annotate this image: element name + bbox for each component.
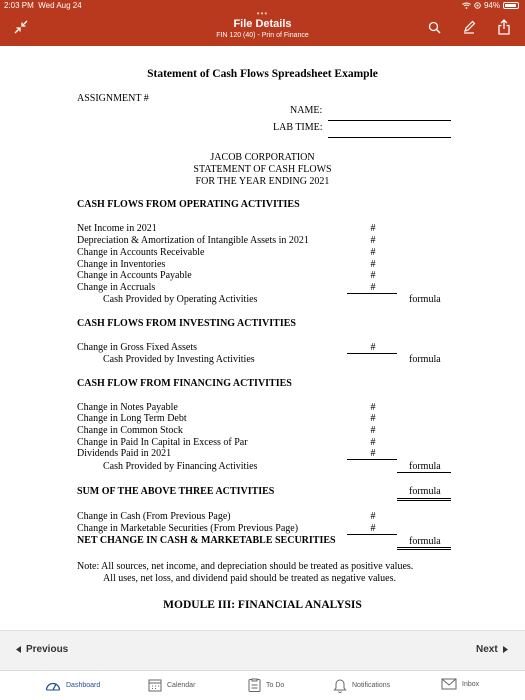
next-label: Next [476,644,498,655]
subtotal-line [347,534,397,535]
financing-item: Change in Long Term Debt [77,413,187,424]
name-label: NAME: [290,105,323,116]
financing-item: Change in Paid In Capital in Excess of Par [77,437,248,448]
operating-item: Depreciation & Amortization of Intangible Assets in 2021 [77,235,309,246]
page-title: File Details [233,18,292,30]
operating-item: Change in Inventories [77,259,166,270]
inbox-icon [441,678,457,690]
multitasking-dots[interactable]: ••• [256,9,269,18]
share-icon[interactable] [495,18,513,36]
tab-dashboard[interactable]: Dashboard [45,678,100,692]
module-heading: MODULE III: FINANCIAL ANALYSIS [163,599,362,611]
value-placeholder: # [370,342,376,353]
location-icon [474,2,481,9]
value-placeholder: # [370,448,376,459]
formula-cell: formula [409,486,441,497]
statement-period: FOR THE YEAR ENDING 2021 [195,176,330,187]
value-placeholder: # [370,402,376,413]
dashboard-icon [45,678,61,692]
operating-item: Change in Accruals [77,282,156,293]
app-header [0,9,525,46]
financing-total-label: Cash Provided by Financing Activities [103,461,258,472]
tab-to-do[interactable]: To Do [248,678,284,692]
battery-icon [503,2,519,9]
financing-item: Dividends Paid in 2021 [77,448,172,459]
caret-left-icon [16,646,21,653]
document-viewer[interactable] [0,46,525,630]
page-navigation [0,630,525,670]
calendar-icon [148,678,162,692]
formula-cell: formula [409,294,441,305]
operating-heading: CASH FLOWS FROM OPERATING ACTIVITIES [77,199,300,210]
formula-cell: formula [409,354,441,365]
value-placeholder: # [370,223,376,234]
double-underline [397,547,451,550]
note-line-1: Note: All sources, net income, and depreciation should be treated as positive values. [77,561,414,572]
tab-inbox[interactable]: Inbox [441,678,479,690]
value-placeholder: # [370,270,376,281]
investing-item: Change in Gross Fixed Assets [77,342,197,353]
pen-icon[interactable] [460,18,478,36]
document-title: Statement of Cash Flows Spreadsheet Example [147,68,378,80]
cash-change-item: Change in Marketable Securities (From Previous Page) [77,523,299,534]
caret-right-icon [503,646,508,653]
value-placeholder: # [370,259,376,270]
value-placeholder: # [370,235,376,246]
name-underline [328,120,451,121]
operating-total-label: Cash Provided by Operating Activities [103,294,258,305]
value-placeholder: # [370,282,376,293]
value-placeholder: # [370,437,376,448]
value-placeholder: # [370,511,376,522]
operating-item: Change in Accounts Payable [77,270,192,281]
next-button[interactable] [476,644,508,655]
tab-bar [0,670,525,700]
note-line-2: All uses, net loss, and dividend paid should be treated as negative values. [103,573,396,584]
tab-notifications[interactable]: Notifications [333,678,390,693]
battery-percent: 94% [483,1,500,10]
value-placeholder: # [370,523,376,534]
operating-item: Net Income in 2021 [77,223,157,234]
status-time: 2:03 PM Wed Aug 24 [4,1,82,10]
todo-icon [248,678,261,692]
value-placeholder: # [370,413,376,424]
previous-button[interactable] [16,644,68,655]
subtotal-line [347,459,397,460]
double-underline [397,498,451,501]
financing-item: Change in Common Stock [77,425,183,436]
search-icon[interactable] [425,18,443,36]
financing-heading: CASH FLOW FROM FINANCING ACTIVITIES [77,378,292,389]
total-underline [397,472,451,473]
assignment-label: ASSIGNMENT # [77,93,149,104]
tab-calendar[interactable]: Calendar [148,678,195,692]
company-name: JACOB CORPORATION [210,152,315,163]
formula-cell: formula [409,536,441,547]
cash-change-item: Change in Cash (From Previous Page) [77,511,231,522]
value-placeholder: # [370,247,376,258]
subtotal-line [347,293,397,294]
lab-time-underline [328,137,451,138]
net-change-label: NET CHANGE IN CASH & MARKETABLE SECURITIES [77,535,336,546]
wifi-icon [462,2,471,9]
course-subtitle: FIN 120 (40) - Prin of Finance [216,32,309,39]
previous-label: Previous [26,644,69,655]
sum-heading: SUM OF THE ABOVE THREE ACTIVITIES [77,486,275,497]
statement-name: STATEMENT OF CASH FLOWS [193,164,332,175]
investing-total-label: Cash Provided by Investing Activities [103,354,255,365]
operating-item: Change in Accounts Receivable [77,247,205,258]
formula-cell: formula [409,461,441,472]
financing-item: Change in Notes Payable [77,402,178,413]
bell-icon [333,678,347,693]
subtotal-line [347,353,397,354]
value-placeholder: # [370,425,376,436]
investing-heading: CASH FLOWS FROM INVESTING ACTIVITIES [77,318,296,329]
lab-time-label: LAB TIME: [273,122,323,133]
